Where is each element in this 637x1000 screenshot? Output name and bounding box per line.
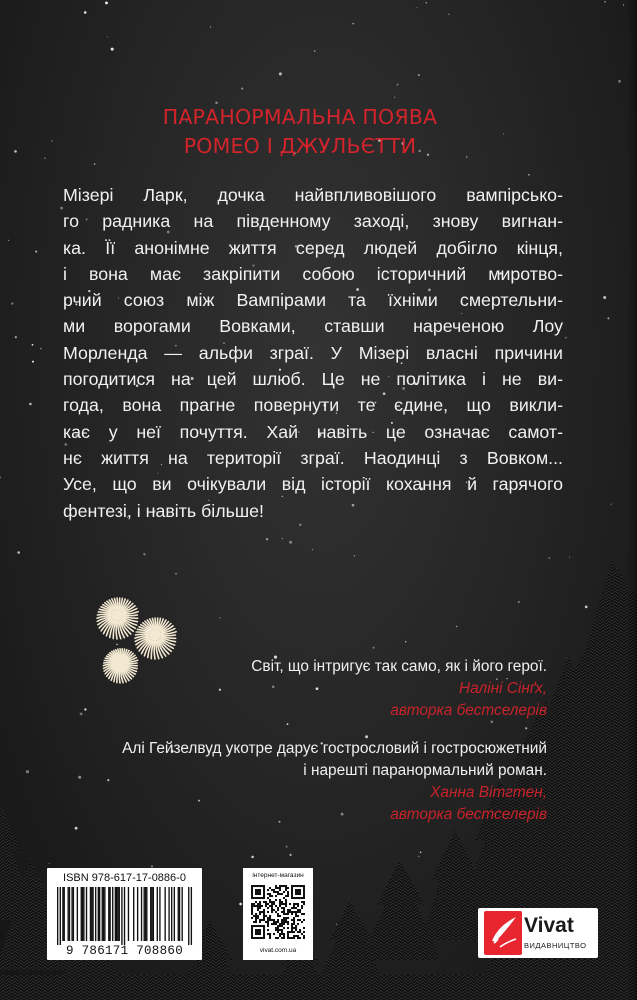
qr-code-box (243, 868, 313, 960)
isbn-digits: 9 786171 708860 (65, 944, 184, 958)
quote-text: Алі Гейзелвуд укотре дарує гострословий і гостросюжетний (122, 740, 547, 757)
qr-site: vivat.com.ua (259, 947, 297, 954)
blurb-line: погодитися на цей шлюб. Це не політика і не ви- (63, 369, 563, 390)
cover-heading (0, 103, 600, 161)
vivat-quill-logo-icon (484, 911, 522, 955)
quote-text: Світ, що інтригує так само, як і його герої. (251, 658, 547, 675)
review-quote-2 (122, 738, 547, 826)
blurb-line: і вона має закріпити собою історичний миротво- (63, 263, 563, 284)
blurb-line: рчий союз між Вампірами та їхніми смертельни- (63, 290, 563, 311)
publisher-name: Vivat (524, 914, 574, 937)
blurb-line: фентезі, і навіть більше! (63, 500, 264, 521)
qr-code-icon (251, 885, 305, 939)
blurb-line: Морленда — альфи зграї. У Мізері власні причини (63, 342, 563, 363)
blurb-line: года, вона прагне повернути те єдине, що викли- (63, 395, 563, 416)
quote-author: Наліні Сінґх, (459, 680, 547, 697)
heading-line-2: РОМЕО І ДЖУЛЬЄТТИ (183, 134, 417, 158)
blurb-line: кає у неї почуття. Хай навіть це означає самот- (63, 421, 563, 442)
white-flowers-illustration (75, 585, 200, 695)
publisher-sub: ВИДАВНИЦТВО (524, 941, 587, 950)
isbn-barcode-box (47, 868, 202, 960)
quote-author-note: авторка бестселерів (390, 806, 547, 823)
qr-label: інтернет-магазин (252, 872, 304, 879)
quote-text: і нарешті паранормальний роман. (303, 762, 547, 779)
review-quote-1 (251, 656, 547, 722)
blurb-line: го радника на південному заході, знову вигнан- (63, 211, 563, 232)
publisher-logo (478, 908, 598, 958)
spine-shadow (627, 0, 637, 1000)
blurb-line: ка. Її анонімне життя серед людей добігло кінця, (63, 237, 563, 258)
book-blurb (63, 182, 563, 524)
blurb-line: Мізері Ларк, дочка найвпливовішого вампірсько- (63, 185, 563, 205)
quote-author-note: авторка бестселерів (390, 702, 547, 719)
blurb-line: нє життя на території зграї. Наодинці з Вовком... (63, 447, 563, 468)
heading-line-1: ПАРАНОРМАЛЬНА ПОЯВА (162, 105, 438, 129)
isbn-label: ISBN 978-617-17-0886-0 (63, 872, 186, 884)
barcode-icon (55, 887, 194, 945)
quote-author: Ханна Вітгтен, (430, 784, 547, 801)
blurb-line: Усе, що ви очікували від історії кохання й гарячого (63, 474, 563, 495)
blurb-line: ми ворогами Вовками, ставши нареченою Лоу (63, 316, 563, 337)
